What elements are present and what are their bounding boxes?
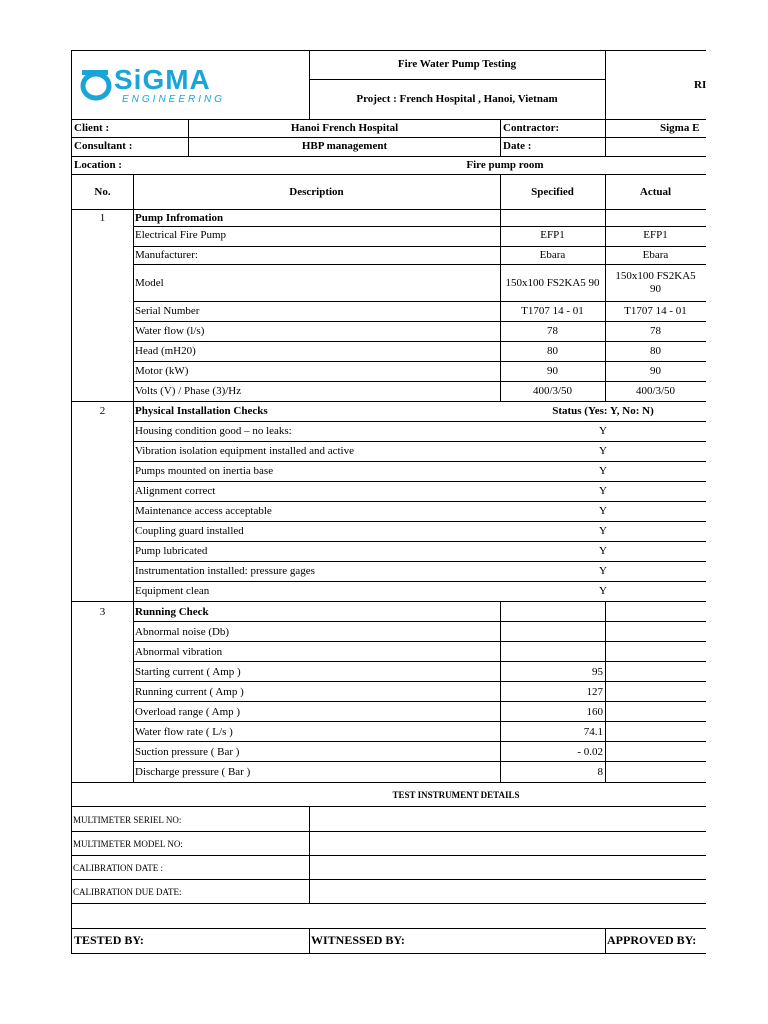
table-cell-description: Pumps mounted on inertia base xyxy=(135,465,274,477)
table-cell-description: Abnormal noise (Db) xyxy=(135,626,230,638)
table-cell-description: Vibration isolation equipment installed and active xyxy=(135,445,354,457)
status-header: Status (Yes: Y, No: N) xyxy=(552,405,654,417)
table-cell-description: Running current ( Amp ) xyxy=(135,686,244,698)
multimeter-serial-label: MULTIMETER SERIEL NO: xyxy=(73,815,182,825)
section-number: 2 xyxy=(99,405,106,417)
table-cell-description: Overload range ( Amp ) xyxy=(135,706,241,718)
table-cell-actual: EFP1 xyxy=(643,229,668,241)
table-cell-description: Manufacturer: xyxy=(135,249,198,261)
table-cell-status: Y xyxy=(599,445,607,457)
table-cell-specified: EFP1 xyxy=(540,229,565,241)
table-cell-status: Y xyxy=(599,545,607,557)
location-value: Fire pump room xyxy=(466,159,544,171)
table-cell-actual: 78 xyxy=(650,325,661,337)
table-cell-specified: 150x100 FS2KA5 90 xyxy=(505,277,600,289)
column-header-description: Description xyxy=(289,186,344,198)
table-cell-description: Model xyxy=(135,277,164,289)
table-cell-specified: Ebara xyxy=(539,249,566,261)
table-cell-actual: 90 xyxy=(650,365,661,377)
table-cell-actual: T1707 14 - 01 xyxy=(624,305,687,317)
table-cell-specified: T1707 14 - 01 xyxy=(521,305,584,317)
table-cell-description: Alignment correct xyxy=(135,485,216,497)
calibration-due-date-label: CALIBRATION DUE DATE: xyxy=(73,887,182,897)
client-label: Client : xyxy=(74,122,110,134)
table-cell-specified: 74.1 xyxy=(583,726,603,738)
table-cell-description: Head (mH20) xyxy=(135,345,196,357)
table-cell-description: Discharge pressure ( Bar ) xyxy=(135,766,251,778)
table-cell-description: Water flow (l/s) xyxy=(135,325,205,337)
section-number: 3 xyxy=(99,606,106,618)
table-cell-specified: 8 xyxy=(597,766,603,778)
table-cell-description: Water flow rate ( L/s ) xyxy=(135,726,233,738)
reference-label: RI xyxy=(694,79,707,91)
contractor-value: Sigma E xyxy=(660,122,700,134)
consultant-value: HBP management xyxy=(301,140,388,152)
table-cell-actual: Ebara xyxy=(642,249,669,261)
column-header-actual: Actual xyxy=(639,186,672,198)
table-cell-status: Y xyxy=(599,585,607,597)
table-cell-description: Housing condition good – no leaks: xyxy=(135,425,292,437)
logo-subtitle: ENGINEERING xyxy=(122,94,226,105)
table-cell-description: Volts (V) / Phase (3)/Hz xyxy=(135,385,242,397)
consultant-label: Consultant : xyxy=(74,140,133,152)
tested-by-label: TESTED BY: xyxy=(74,933,144,947)
table-cell-description: Motor (kW) xyxy=(135,365,189,377)
section-title: Running Check xyxy=(135,606,209,618)
table-cell-status: Y xyxy=(599,465,607,477)
project-name: Project : French Hospital , Hanoi, Vietnam xyxy=(356,93,558,105)
table-cell-description: Coupling guard installed xyxy=(135,525,244,537)
table-cell-specified: 95 xyxy=(592,666,603,678)
table-cell-description: Electrical Fire Pump xyxy=(135,229,227,241)
table-cell-description: Instrumentation installed: pressure gages xyxy=(135,565,315,577)
column-header-no: No. xyxy=(94,186,111,198)
table-cell-description: Abnormal vibration xyxy=(135,646,223,658)
client-value: Hanoi French Hospital xyxy=(290,122,399,134)
contractor-label: Contractor: xyxy=(503,122,560,134)
company-logo xyxy=(80,66,240,106)
table-cell-specified: 400/3/50 xyxy=(532,385,573,397)
table-cell-status: Y xyxy=(599,425,607,437)
multimeter-model-label: MULTIMETER MODEL NO: xyxy=(73,839,183,849)
table-cell-actual: 400/3/50 xyxy=(635,385,676,397)
table-cell-description: Equipment clean xyxy=(135,585,210,597)
table-cell-specified: 160 xyxy=(586,706,603,718)
date-label: Date : xyxy=(503,140,532,152)
table-cell-specified: 78 xyxy=(547,325,558,337)
location-label: Location : xyxy=(74,159,122,171)
table-cell-status: Y xyxy=(599,525,607,537)
instruments-title: TEST INSTRUMENT DETAILS xyxy=(392,790,520,800)
approved-by-label: APPROVED BY: xyxy=(607,933,697,947)
column-header-specified: Specified xyxy=(531,186,574,198)
table-cell-description: Starting current ( Amp ) xyxy=(135,666,241,678)
table-cell-actual: 80 xyxy=(650,345,661,357)
document-title: Fire Water Pump Testing xyxy=(397,58,517,70)
logo-name: SiGMA xyxy=(114,64,211,95)
calibration-date-label: CALIBRATION DATE : xyxy=(73,863,163,873)
table-cell-description: Suction pressure ( Bar ) xyxy=(135,746,240,758)
section-number: 1 xyxy=(99,212,106,224)
table-cell-status: Y xyxy=(599,505,607,517)
table-cell-actual-line2: 90 xyxy=(650,283,661,295)
table-cell-status: Y xyxy=(599,485,607,497)
section-title: Physical Installation Checks xyxy=(135,405,268,417)
table-cell-description: Serial Number xyxy=(135,305,200,317)
table-cell-description: Maintenance access acceptable xyxy=(135,505,272,517)
section-title: Pump Infromation xyxy=(135,212,224,224)
table-cell-specified: - 0.02 xyxy=(577,746,603,758)
table-cell-specified: 80 xyxy=(547,345,558,357)
table-cell-status: Y xyxy=(599,565,607,577)
table-cell-specified: 90 xyxy=(547,365,558,377)
table-cell-description: Pump lubricated xyxy=(135,545,208,557)
table-cell-specified: 127 xyxy=(586,686,603,698)
table-cell-actual: 150x100 FS2KA5 xyxy=(615,270,696,282)
witnessed-by-label: WITNESSED BY: xyxy=(311,933,405,947)
